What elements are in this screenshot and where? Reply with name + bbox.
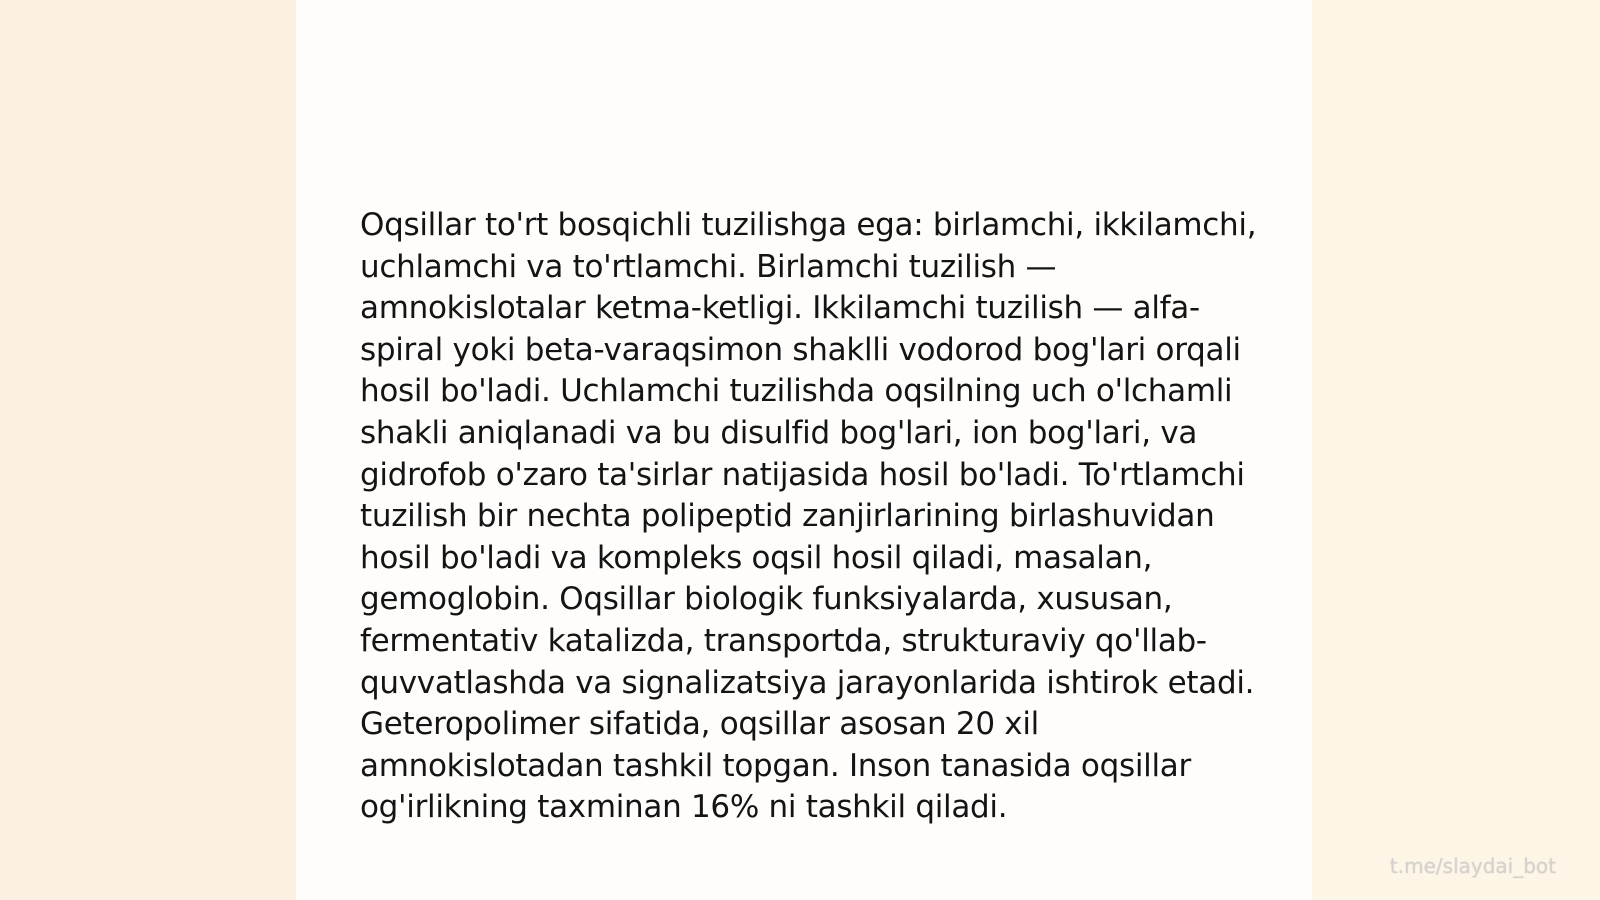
left-background-strip xyxy=(0,0,296,900)
watermark-link: t.me/slaydai_bot xyxy=(1389,854,1556,878)
slide-body-text: Oqsillar to'rt bosqichli tuzilishga ega: birlamchi, ikkilamchi, uchlamchi va to'rtlamchi. Birlamchi tuzilish — amnokislotalar ketma-ketligi. Ikkilamchi tuzilish — alfa-spiral yoki beta-varaqsimon shaklli vodorod bog'lari orqali hosil bo'ladi. Uchlamchi tuzilishda oqsilning uch o'lchamli shakli aniqlanadi va bu disulfid bog'lari, ion bog'lari, va gidrofob o'zaro ta'sirlar natijasida hosil bo'ladi. To'rtlamchi tuzilish bir nechta polipeptid zanjirlarining birlashuvidan hosil bo'ladi va kompleks oqsil hosil qiladi, masalan, gemoglobin. Oqsillar biologik funksiyalarda, xususan, fermentativ katalizda, transportda, strukturaviy qo'llab-quvvatlashda va signalizatsiya jarayonlarida ishtirok etadi. Geteropolimer sifatida, oqsillar asosan 20 xil amnokislotadan tashkil topgan. Inson tanasida oqsillar og'irlikning taxminan 16% ni tashkil qiladi. xyxy=(360,207,1257,826)
right-background-strip xyxy=(1312,0,1600,900)
